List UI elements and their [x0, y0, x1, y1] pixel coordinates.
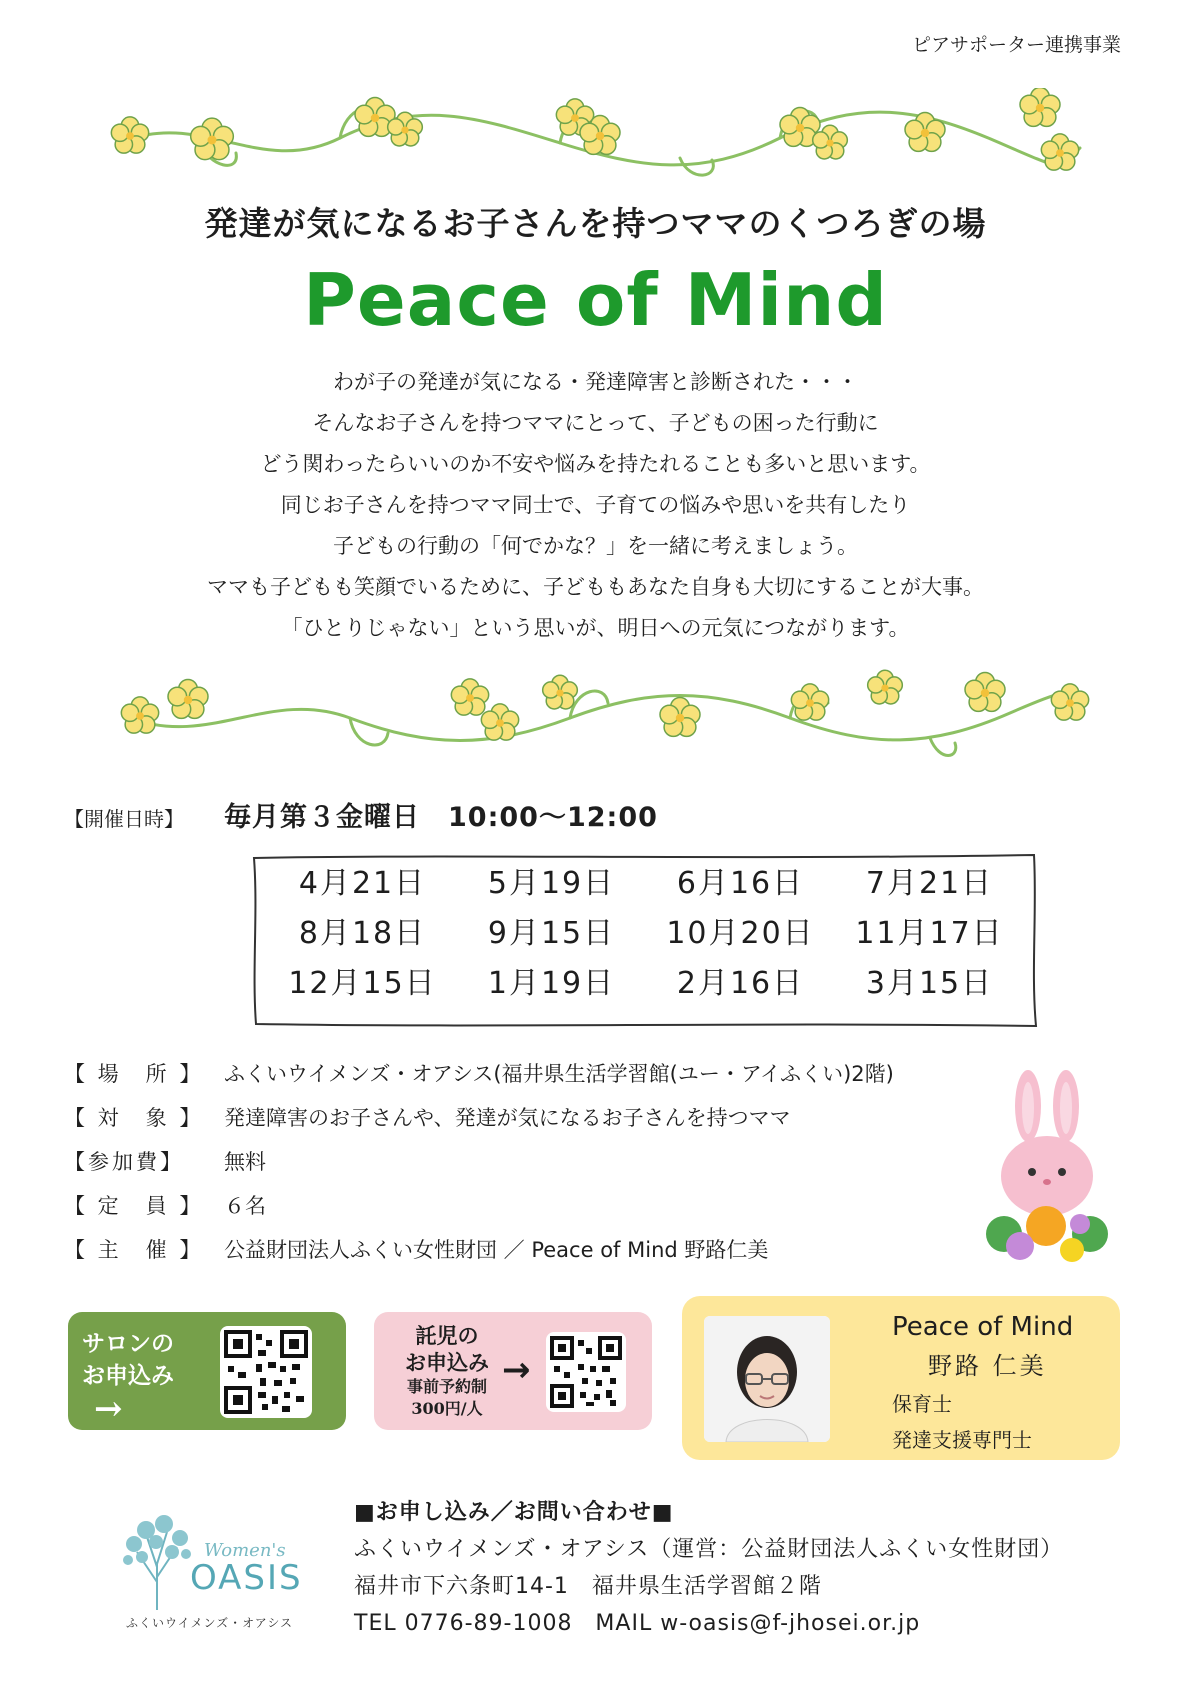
dates-box [250, 852, 1040, 1030]
intro-line: どう関わったらいいのか不安や悩みを持たれることも多いと思います。 [260, 452, 931, 476]
profile-group-name: Peace of Mind [892, 1312, 1074, 1342]
info-value: ６名 [224, 1194, 266, 1218]
info-label: 【 定 員 】 [64, 1194, 204, 1218]
intro-line: わが子の発達が気になる・発達障害と診断された・・・ [333, 370, 858, 394]
date-item: 9月15日 [487, 916, 616, 951]
schedule-value: 毎月第３金曜日 10:00〜12:00 [224, 802, 658, 833]
logo-text-oasis: OASIS [190, 1558, 303, 1598]
childcare-application-box[interactable] [374, 1312, 652, 1430]
profile-card [682, 1296, 1120, 1460]
profile-role: 保育士 [892, 1392, 952, 1416]
schedule-label: 【開催日時】 [64, 807, 184, 831]
date-item: 8月18日 [298, 916, 427, 951]
flower-icon [791, 684, 828, 720]
info-row-organizer [64, 1228, 894, 1272]
intro-line: 子どもの行動の「何でかな？」を一緒に考えましょう。 [333, 534, 858, 558]
person-avatar-icon [704, 1316, 830, 1442]
flower-icon [451, 679, 488, 715]
info-value: 発達障害のお子さんや、発達が気になるお子さんを持つママ [224, 1106, 791, 1130]
contact-address: 福井市下六条町14-1 福井県生活学習館２階 [354, 1574, 822, 1599]
qr-code-childcare[interactable] [546, 1332, 626, 1412]
flower-icon [965, 672, 1005, 711]
date-item: 5月19日 [487, 866, 616, 901]
intro-line: 「ひとりじゃない」という思いが、明日への元気につながります。 [281, 616, 910, 640]
top-tag: ピアサポーター連携事業 [911, 34, 1121, 56]
qr-code-icon [220, 1326, 312, 1418]
childcare-label-2: お申込み [405, 1350, 489, 1375]
date-item: 2月16日 [676, 966, 805, 1001]
contact-section [354, 1494, 1063, 1642]
date-item: 11月17日 [855, 916, 1004, 951]
profile-photo [704, 1316, 830, 1442]
flower-icon [543, 675, 578, 709]
info-list [64, 1052, 894, 1272]
date-item: 12月15日 [288, 966, 437, 1001]
intro-line: そんなお子さんを持つママにとって、子どもの困った行動に [312, 411, 879, 435]
intro-text [0, 362, 1191, 649]
date-item: 10月20日 [666, 916, 815, 951]
info-value: 無料 [224, 1150, 266, 1174]
date-item: 3月15日 [865, 966, 994, 1001]
profile-role: 発達支援専門士 [892, 1428, 1032, 1452]
info-label: 【 場 所 】 [64, 1062, 204, 1086]
intro-line: ママも子どもも笑顔でいるために、子どももあなた自身も大切にすることが大事。 [207, 575, 984, 599]
info-label: 【 対 象 】 [64, 1106, 204, 1130]
logo-text-womens: Women's [204, 1540, 286, 1561]
info-value: ふくいウイメンズ・オアシス(福井県生活学習館(ユー・アイふくい)2階) [224, 1062, 894, 1086]
date-item: 6月16日 [676, 866, 805, 901]
vine-decoration-top [0, 88, 1191, 188]
tree-logo-icon [112, 1502, 202, 1612]
flower-icon [111, 117, 148, 153]
salon-label-2: お申込み [82, 1362, 174, 1389]
qr-code-icon [546, 1332, 626, 1412]
info-label: 【参加費】 [64, 1150, 184, 1174]
page-title: Peace of Mind [303, 258, 888, 342]
flower-icon [191, 118, 234, 160]
vine-decoration-bottom [0, 668, 1191, 768]
date-item: 7月21日 [865, 866, 994, 901]
info-row-venue [64, 1052, 894, 1096]
childcare-label-1: 託児の [415, 1323, 479, 1348]
flower-icon [168, 679, 208, 718]
arrow-right-icon: → [94, 1389, 123, 1429]
salon-label-1: サロンの [82, 1330, 174, 1357]
flower-icon [868, 670, 903, 704]
contact-heading: ■お申し込み／お問い合わせ■ [354, 1500, 674, 1525]
intro-line: 同じお子さんを持つママ同士で、子育ての悩みや思いを共有したり [280, 493, 911, 517]
bunny-illustration [980, 1066, 1120, 1266]
qr-code-salon[interactable] [220, 1326, 312, 1418]
date-item: 1月19日 [487, 966, 616, 1001]
date-item: 4月21日 [298, 866, 427, 901]
flower-icon [1051, 684, 1088, 720]
contact-tel-mail[interactable]: TEL 0776-89-1008 MAIL w-oasis@f-jhosei.or.jp [354, 1611, 921, 1636]
childcare-fee: 300円/人 [411, 1399, 483, 1418]
salon-application-box[interactable] [68, 1312, 346, 1430]
logo-text-jp: ふくいウイメンズ・オアシス [126, 1616, 293, 1630]
flower-icon [660, 697, 700, 736]
childcare-reservation-note: 事前予約制 [406, 1377, 487, 1396]
flower-icon [1041, 134, 1078, 170]
info-label: 【 主 催 】 [64, 1238, 204, 1262]
flower-icon [481, 704, 518, 740]
flower-icon [905, 112, 945, 151]
info-row-fee [64, 1140, 894, 1184]
womens-oasis-logo [112, 1502, 312, 1642]
info-row-target [64, 1096, 894, 1140]
flower-icon [121, 697, 158, 733]
profile-person-name: 野路 仁美 [928, 1352, 1047, 1380]
contact-org: ふくいウイメンズ・オアシス（運営：公益財団法人ふくい女性財団） [354, 1537, 1064, 1562]
flower-icon [1020, 88, 1060, 126]
subtitle: 発達が気になるお子さんを持つママのくつろぎの場 [204, 204, 987, 243]
arrow-right-icon: → [502, 1350, 531, 1390]
info-value: 公益財団法人ふくい女性財団 ／ Peace of Mind 野路仁美 [224, 1238, 769, 1262]
info-row-capacity [64, 1184, 894, 1228]
